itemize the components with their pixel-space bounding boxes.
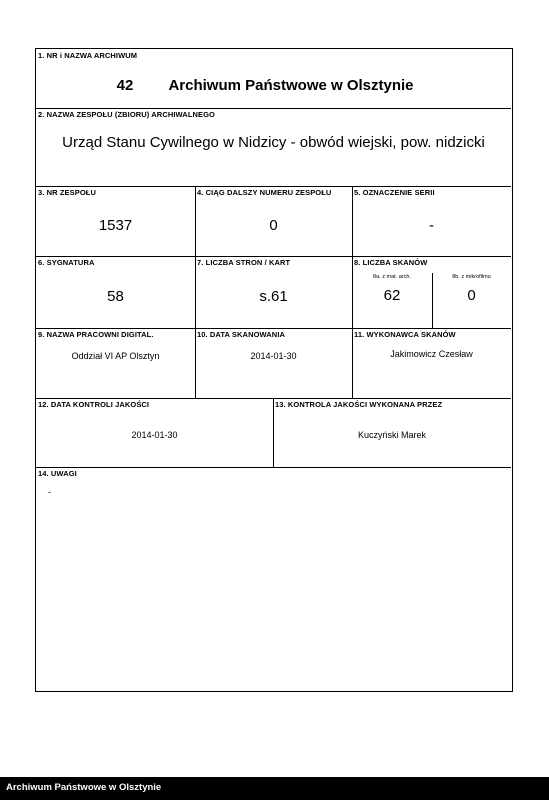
archive-number: 42 (116, 77, 134, 94)
scans-original-value: 62 (383, 287, 401, 304)
qc-by-value: Kuczyński Marek (357, 430, 427, 440)
scans-original-label: 8a. z mat. arch. (373, 274, 411, 280)
remarks-value: - (48, 487, 51, 497)
qc-date-label: 12. DATA KONTROLI JAKOŚCI (38, 400, 150, 409)
archive-name: Archiwum Państwowe w Olsztynie (168, 77, 414, 94)
series-value: - (429, 217, 434, 234)
lab-value: Oddział VI AP Olsztyn (71, 351, 160, 361)
scanned-by-label: 11. WYKONAWCA SKANÓW (354, 330, 456, 339)
fonds-name: Urząd Stanu Cywilnego w Nidzicy - obwód wiejski, pow. nidzicki (62, 134, 485, 151)
lab-label: 9. NAZWA PRACOWNI DIGITAL. (38, 330, 154, 339)
footer-bar (0, 777, 549, 800)
lab-cell (36, 328, 195, 398)
qc-by-label: 13. KONTROLA JAKOŚCI WYKONANA PRZEZ (275, 400, 443, 409)
series-label: 5. OZNACZENIE SERII (354, 188, 435, 197)
qc-by-cell (273, 398, 511, 467)
series-cell (352, 186, 511, 256)
continuation-cell (195, 186, 352, 256)
fonds-number-label: 3. NR ZESPOŁU (38, 188, 96, 197)
pages-label: 7. LICZBA STRON / KART (197, 258, 291, 267)
signature-value: 58 (107, 288, 124, 305)
scan-date-value: 2014-01-30 (250, 351, 297, 361)
footer-text: Archiwum Państwowe w Olsztynie (6, 782, 162, 793)
qc-date-value: 2014-01-30 (131, 430, 178, 440)
archive-cell (36, 49, 511, 108)
pages-cell (195, 256, 352, 328)
pages-value: s.61 (259, 288, 288, 305)
scanned-by-value: Jakimowicz Czesław (390, 349, 473, 359)
qc-date-cell (36, 398, 273, 467)
scans-microfilm-label: 8b. z mikrofilmu (452, 274, 491, 280)
fonds-label: 2. NAZWA ZESPOŁU (ZBIORU) ARCHIWALNEGO (38, 110, 215, 119)
continuation-value: 0 (269, 217, 278, 234)
scans-microfilm-value: 0 (467, 287, 476, 304)
remarks-label: 14. UWAGI (38, 469, 77, 478)
scans-label: 8. LICZBA SKANÓW (354, 258, 428, 267)
fonds-number-cell (36, 186, 195, 256)
metadata-form (35, 48, 513, 692)
scan-date-label: 10. DATA SKANOWANIA (197, 330, 286, 339)
signature-cell (36, 256, 195, 328)
continuation-label: 4. CIĄG DALSZY NUMERU ZESPOŁU (197, 188, 332, 197)
signature-label: 6. SYGNATURA (38, 258, 95, 267)
scanned-by-cell (352, 328, 511, 398)
remarks-cell (36, 467, 511, 690)
scan-date-cell (195, 328, 352, 398)
scans-cell (352, 256, 511, 328)
fonds-cell (36, 108, 511, 186)
fonds-number-value: 1537 (98, 217, 133, 234)
archive-label: 1. NR i NAZWA ARCHIWUM (38, 51, 138, 60)
